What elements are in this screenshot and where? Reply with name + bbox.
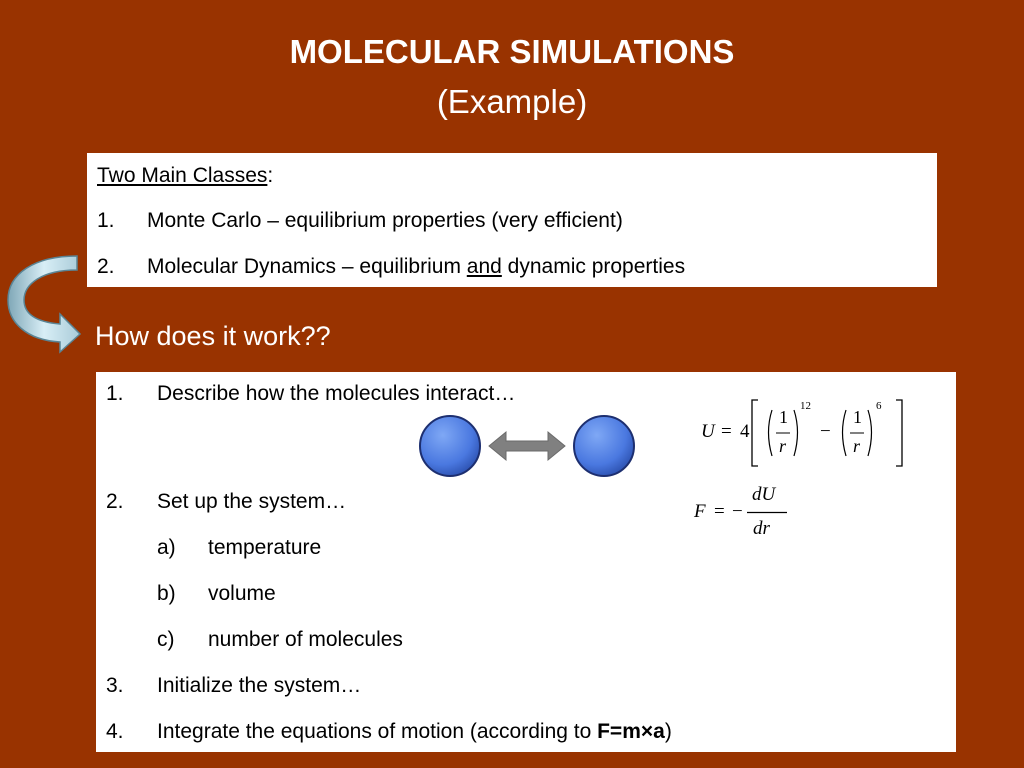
- substep-c-letter: c): [157, 628, 175, 651]
- step-1-num: 1.: [106, 382, 124, 405]
- potential-equation: [696, 396, 916, 470]
- step-4-text-after: ): [664, 720, 672, 743]
- step-2-num: 2.: [106, 490, 124, 513]
- step-4-text-before: Integrate the equations of motion (according to: [157, 720, 598, 743]
- force-minus: −: [732, 501, 743, 522]
- potential-exp-12: 12: [800, 400, 811, 412]
- force-denominator: dr: [753, 518, 770, 539]
- molecule-interaction-diagram: [416, 412, 638, 482]
- class-item-1: [97, 208, 623, 234]
- substep-c-text: number of molecules: [208, 628, 403, 651]
- class-item-1-num: 1.: [97, 209, 115, 232]
- class-item-2: [97, 254, 686, 280]
- potential-minus: −: [820, 421, 831, 442]
- step-2-text: Set up the system…: [157, 490, 347, 513]
- potential-frac2-den: r: [853, 436, 861, 456]
- slide-subtitle: (Example): [436, 83, 588, 120]
- class-item-2-num: 2.: [97, 255, 115, 278]
- potential-frac2-num: 1: [853, 407, 862, 427]
- step-3-text: Initialize the system…: [157, 674, 362, 697]
- potential-equals: =: [721, 421, 732, 442]
- double-arrow-icon: [489, 432, 565, 460]
- main-classes-heading-text: Two Main Classes: [97, 164, 268, 187]
- molecule-left: [420, 416, 480, 476]
- substep-b-letter: b): [157, 582, 176, 605]
- main-classes-box: [87, 153, 937, 287]
- step-4-text: [157, 719, 672, 745]
- class-item-2-text: [147, 254, 685, 280]
- step-3-num: 3.: [106, 674, 124, 697]
- slide-title: MOLECULAR SIMULATIONS: [289, 33, 735, 70]
- main-classes-heading: [97, 163, 273, 189]
- potential-frac1-num: 1: [779, 407, 788, 427]
- step-4-num: 4.: [106, 720, 124, 743]
- force-lhs: F: [694, 501, 706, 522]
- molecule-right: [574, 416, 634, 476]
- steps-box: [96, 372, 956, 752]
- potential-coef: 4: [740, 421, 750, 442]
- substep-a-text: temperature: [208, 536, 322, 559]
- substep-b-text: volume: [208, 582, 276, 605]
- step-1-text: Describe how the molecules interact…: [157, 382, 516, 405]
- step-2: [106, 489, 347, 515]
- potential-frac1-den: r: [779, 436, 787, 456]
- class-item-2-text-before: Molecular Dynamics – equilibrium: [147, 255, 467, 278]
- force-equals: =: [714, 501, 725, 522]
- step-1: [106, 381, 516, 407]
- curved-arrow-icon: [2, 250, 82, 355]
- how-it-works-question: How does it work??: [95, 321, 331, 351]
- class-item-2-text-after: dynamic properties: [501, 255, 686, 278]
- substep-a: [157, 535, 322, 561]
- potential-exp-6: 6: [876, 400, 882, 412]
- substep-c: [157, 627, 403, 653]
- main-classes-heading-colon: :: [267, 164, 274, 187]
- force-numerator: dU: [752, 484, 776, 505]
- potential-lhs: U: [701, 421, 715, 442]
- step-3: [106, 673, 362, 699]
- force-equation: [692, 480, 802, 544]
- substep-a-letter: a): [157, 536, 176, 559]
- step-4: [106, 719, 672, 745]
- class-item-1-text: Monte Carlo – equilibrium properties (very efficient): [147, 209, 623, 232]
- substep-b: [157, 581, 276, 607]
- force-fraction-bar: [747, 511, 787, 514]
- class-item-2-text-underlined: and: [466, 255, 502, 278]
- step-4-formula: F=m×a: [597, 720, 665, 743]
